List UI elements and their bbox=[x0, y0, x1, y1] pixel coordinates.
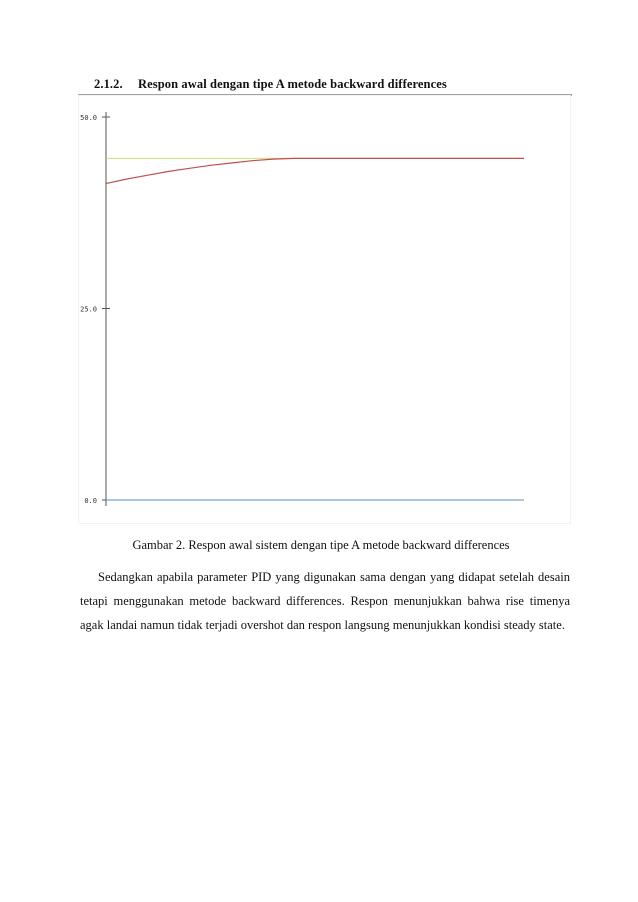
plot-frame bbox=[79, 96, 571, 524]
section-heading bbox=[80, 77, 447, 92]
response-chart-svg bbox=[78, 94, 572, 526]
section-title: Respon awal dengan tipe A metode backward differences bbox=[137, 77, 447, 91]
body-paragraph: Sedangkan apabila parameter PID yang digunakan sama dengan yang didapat setelah desain tetapi menggunakan metode backward differences. Respon menunjukkan bahwa rise timenya agak landai namun tidak terjadi overshot dan respon langsung menunjukkan kondisi steady state. bbox=[80, 570, 570, 632]
section-number: 2.1.2. bbox=[94, 77, 123, 91]
y-tick-label: 0.0 bbox=[84, 497, 97, 505]
series-line-0 bbox=[106, 158, 524, 183]
figure-caption: Gambar 2. Respon awal sistem dengan tipe A metode backward differences bbox=[132, 538, 510, 552]
response-chart bbox=[78, 94, 572, 526]
y-tick-label: 50.0 bbox=[80, 114, 97, 122]
y-tick-label: 25.0 bbox=[80, 305, 97, 314]
